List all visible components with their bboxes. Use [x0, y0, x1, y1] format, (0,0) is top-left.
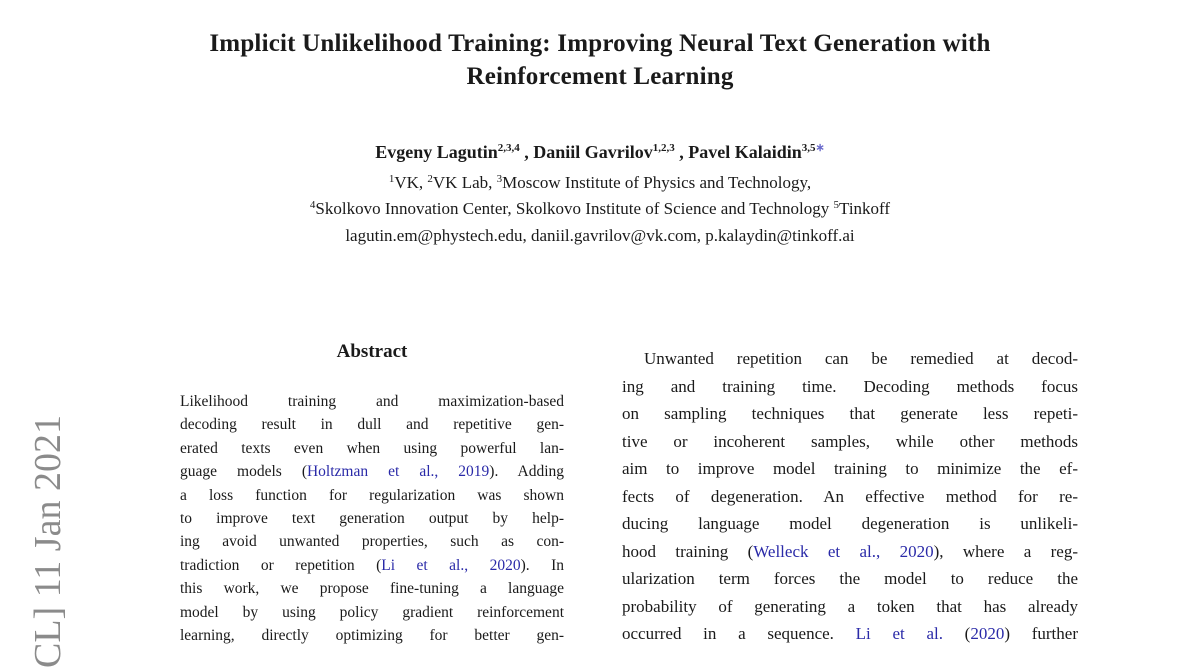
text-segment: model by using policy gradient reinforcement: [180, 603, 564, 621]
text-segment: this work, we propose fine-tuning a language: [180, 580, 564, 598]
affil-sup: 1: [388, 173, 395, 185]
text-line: [180, 624, 564, 647]
text-segment: occurred in a sequence.: [622, 624, 856, 643]
text-line: [622, 510, 1078, 538]
text-line: [180, 484, 564, 507]
text-segment: ducing language model degeneration is unlikeli-: [622, 514, 1078, 533]
text-segment: Likelihood training and maximization-based: [180, 393, 564, 410]
text-segment: ing avoid unwanted properties, such as con-: [180, 533, 564, 551]
text-segment: fects of degeneration. An effective method for re-: [622, 486, 1078, 506]
affil-text: VK,: [394, 173, 428, 192]
text-segment: ). Adding: [489, 463, 564, 481]
text-segment: ). In: [520, 556, 564, 574]
affil-sup: 5: [833, 199, 840, 211]
text-line: [622, 345, 1078, 373]
text-segment: probability of generating a token that has already: [622, 596, 1078, 616]
text-line: [622, 428, 1078, 456]
author-separator: ,: [674, 142, 689, 162]
text-segment: ing and training time. Decoding methods focus: [622, 376, 1078, 396]
text-segment: ), where a reg-: [933, 541, 1078, 561]
citation-link[interactable]: Welleck et al., 2020: [753, 541, 934, 561]
text-line: [622, 455, 1078, 483]
author-name: Pavel Kalaidin$^{3,5∗}$: [688, 142, 825, 162]
text-line: [180, 577, 564, 600]
right-column-body: [622, 345, 1078, 648]
text-segment: tive or incoherent samples, while other methods: [622, 431, 1078, 451]
text-segment: learning, directly optimizing for better gen-: [180, 627, 564, 645]
text-line: [622, 373, 1078, 401]
abstract-body: [180, 390, 564, 647]
text-segment: ) further: [1004, 624, 1078, 643]
text-segment: on sampling techniques that generate less repeti-: [622, 404, 1078, 423]
text-segment: (: [942, 624, 971, 643]
affil-text: Skolkovo Innovation Center, Skolkovo Institute of Science and Technology: [315, 199, 834, 218]
text-line: [622, 565, 1078, 593]
text-line: [180, 554, 564, 577]
text-line: [180, 530, 564, 553]
author-name: Daniil Gavrilov$^{1,2,3}$: [533, 142, 675, 162]
text-segment: erated texts even when using powerful lan-: [180, 439, 564, 457]
text-line: [622, 483, 1078, 511]
affiliations-line2: [0, 199, 1200, 219]
citation-link[interactable]: 2020: [970, 624, 1005, 643]
paper-title-line1: Implicit Unlikelihood Training: Improving Neural Text Generation with: [209, 30, 991, 57]
affil-text: Tinkoff: [839, 199, 891, 218]
paper-title-line2: Reinforcement Learning: [466, 63, 734, 90]
author-affil-sup: 3,5∗: [801, 142, 825, 154]
citation-link[interactable]: Li et al., 2020: [381, 556, 521, 574]
text-line: [622, 538, 1078, 566]
text-segment: aim to improve model training to minimize the ef-: [622, 459, 1078, 478]
abstract-heading: Abstract: [336, 341, 408, 362]
affil-sup: 3: [496, 173, 503, 185]
text-segment: ularization term forces the model to reduce the: [622, 569, 1078, 588]
text-segment: tradiction or repetition (: [180, 556, 382, 574]
footnote-star: ∗: [815, 142, 825, 154]
text-line: [180, 460, 564, 483]
text-line: [180, 413, 564, 436]
text-line: [180, 507, 564, 530]
author-emails: lagutin.em@phystech.edu, daniil.gavrilov@vk.com, p.kalaydin@tinkoff.ai: [345, 226, 855, 245]
arxiv-stamp: CL] 11 Jan 2021: [27, 415, 69, 668]
affil-sup: 2: [427, 173, 433, 185]
affil-text: VK Lab,: [432, 173, 497, 192]
text-line: [180, 437, 564, 460]
text-segment: decoding result in dull and repetitive gen-: [180, 416, 564, 434]
citation-link[interactable]: Holtzman et al., 2019: [306, 463, 490, 481]
affiliations-line1: [0, 173, 1200, 193]
authors-line: [0, 142, 1200, 163]
author-affil-sup: 1,2,3: [652, 142, 675, 154]
author-name: Evgeny Lagutin$^{2,3,4}$: [375, 142, 520, 162]
text-segment: a loss function for regularization was shown: [180, 486, 564, 504]
author-affil-sup: 2,3,4: [497, 142, 520, 154]
citation-link[interactable]: Li et al.: [855, 624, 943, 643]
text-segment: to improve text generation output by help-: [180, 510, 564, 528]
text-segment: guage models (: [180, 463, 307, 481]
affil-text: Moscow Institute of Physics and Technology,: [502, 173, 812, 192]
author-separator: ,: [519, 142, 534, 162]
text-segment: Unwanted repetition can be remedied at decod-: [644, 349, 1078, 368]
affil-sup: 4: [309, 199, 316, 211]
text-line: [622, 620, 1078, 648]
text-line: [622, 400, 1078, 428]
text-line: [180, 601, 564, 624]
text-segment: hood training (: [622, 541, 754, 561]
text-line: [180, 390, 564, 413]
text-line: [622, 593, 1078, 621]
